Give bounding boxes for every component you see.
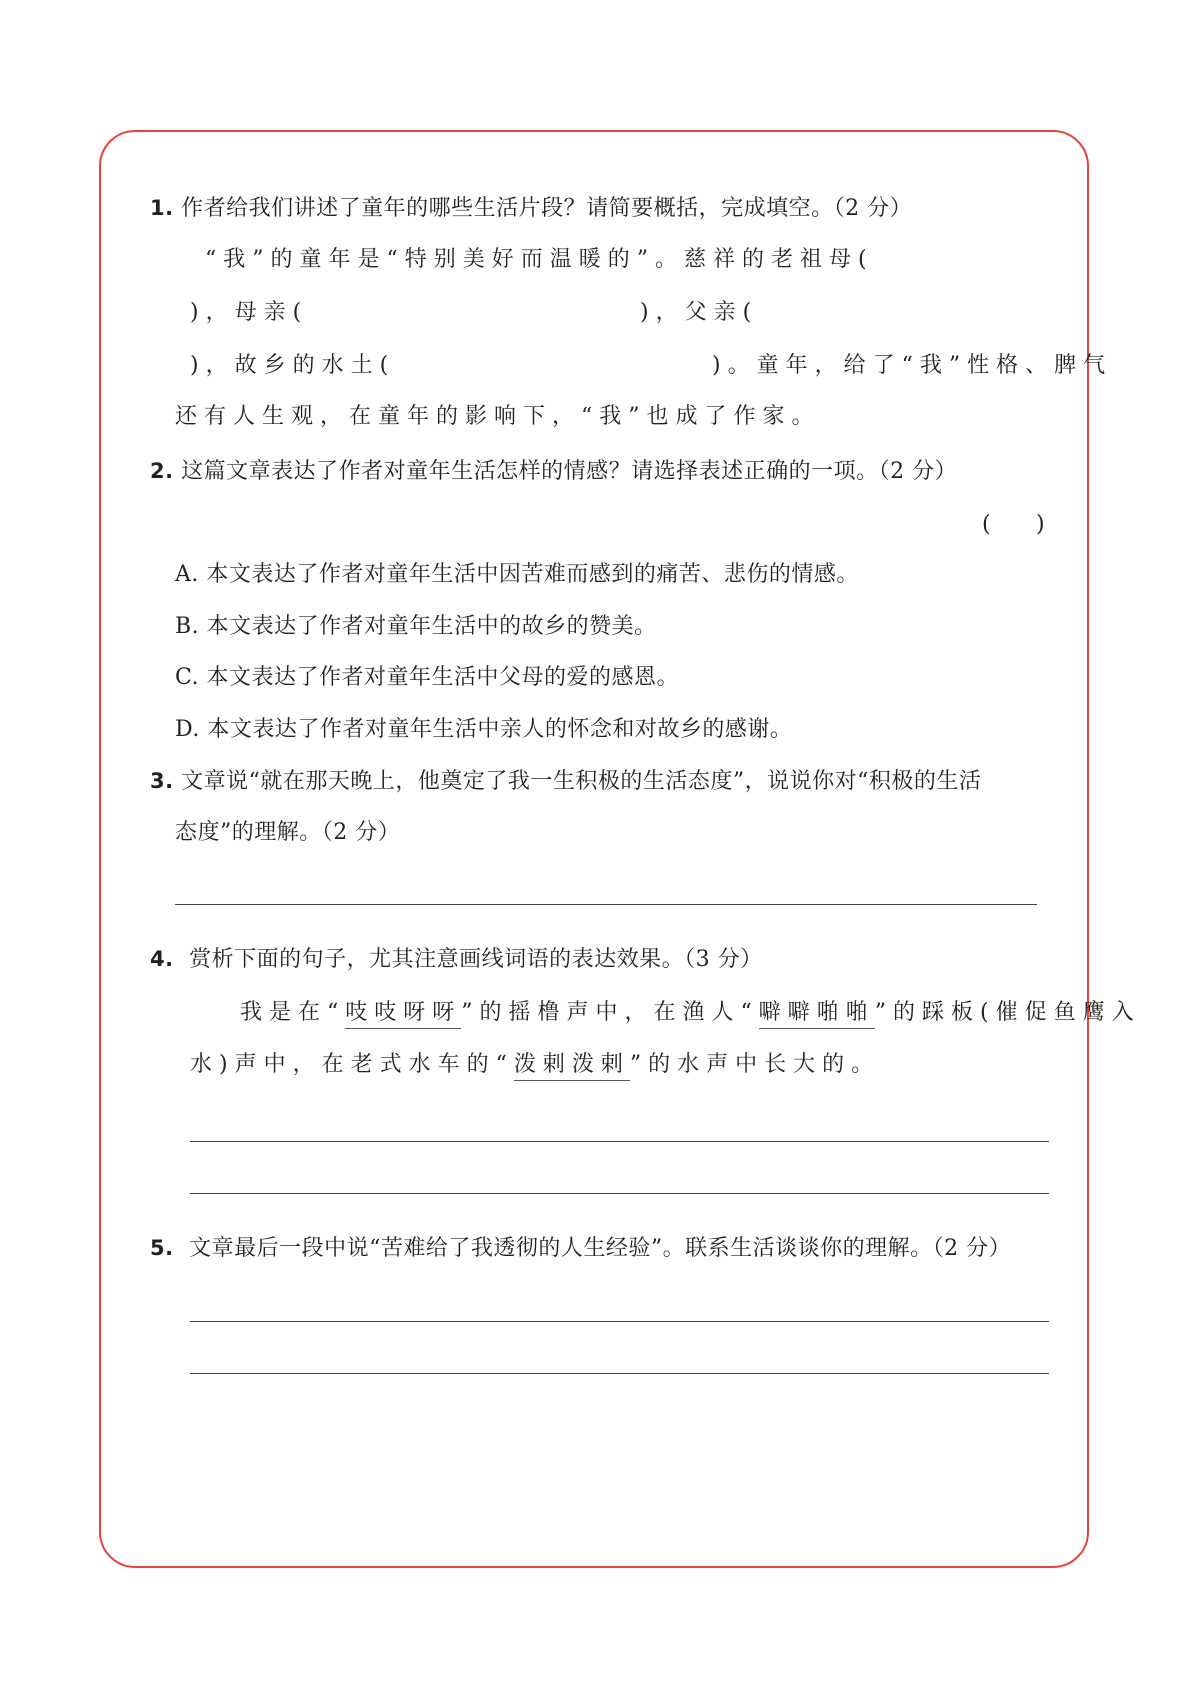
underlined-word: 泼剌泼剌: [514, 1052, 630, 1081]
question-3-text-line-2: 态度”的理解。（2 分）: [175, 820, 401, 845]
question-2-number: 2.: [150, 459, 174, 483]
underlined-word: 噼噼啪啪: [759, 1000, 875, 1029]
underlined-word: 吱吱呀呀: [345, 1000, 461, 1029]
q1-fill-line-1: “我”的童年是“特别美好而温暖的”。慈祥的老祖母(: [205, 247, 874, 272]
option-d[interactable]: D. 本文表达了作者对童年生活中亲人的怀念和对故乡的感谢。: [175, 717, 793, 742]
q1-fill-line-2b: )，父亲(: [640, 300, 759, 325]
answer-line-q5[interactable]: [190, 1373, 1049, 1374]
question-2: [150, 456, 957, 487]
answer-line-q3[interactable]: [175, 904, 1037, 905]
question-5-text: 文章最后一段中说“苦难给了我透彻的人生经验”。联系生活谈谈你的理解。（2 分）: [189, 1236, 1012, 1261]
q1-fill-line-3a: )，故乡的水土(: [190, 353, 396, 378]
quote-text: ”的踩板(催促鱼鹰入: [874, 1000, 1141, 1025]
quote-text: ”的摇橹声中，在渔人“: [461, 1000, 759, 1025]
question-2-text: 这篇文章表达了作者对童年生活怎样的情感？请选择表述正确的一项。（2 分）: [181, 459, 958, 484]
answer-parenthesis[interactable]: ( ): [982, 512, 1046, 537]
question-4: [150, 944, 763, 975]
option-a[interactable]: A. 本文表达了作者对童年生活中因苦难而感到的痛苦、悲伤的情感。: [175, 562, 859, 587]
q1-fill-line-4: 还有人生观，在童年的影响下，“我”也成了作家。: [175, 404, 821, 429]
quote-text: 我是在“: [240, 1000, 346, 1025]
question-1-number: 1.: [150, 196, 174, 220]
question-5: [150, 1233, 1011, 1264]
q1-fill-line-2a: )，母亲(: [190, 300, 309, 325]
q4-quote-line-1: [240, 998, 1141, 1028]
question-1: [150, 193, 912, 224]
question-4-number: 4.: [150, 947, 174, 971]
answer-line-q4[interactable]: [190, 1193, 1049, 1194]
option-c[interactable]: C. 本文表达了作者对童年生活中父母的爱的感恩。: [175, 665, 680, 690]
question-1-text: 作者给我们讲述了童年的哪些生活片段？请简要概括，完成填空。（2 分）: [181, 196, 913, 221]
quote-text: 水)声中，在老式水车的“: [190, 1052, 514, 1077]
question-3: [150, 766, 981, 797]
question-3-number: 3.: [150, 769, 174, 793]
answer-line-q5[interactable]: [190, 1321, 1049, 1322]
answer-line-q4[interactable]: [190, 1141, 1049, 1142]
question-5-number: 5.: [150, 1236, 174, 1260]
q1-fill-line-3b: )。童年，给了“我”性格、脾气: [712, 353, 1113, 378]
quote-text: ”的水声中长大的。: [629, 1052, 881, 1077]
q4-quote-line-2: [190, 1050, 880, 1080]
page-frame: [99, 130, 1089, 1568]
option-b[interactable]: B. 本文表达了作者对童年生活中的故乡的赞美。: [175, 614, 657, 639]
question-3-text-line-1: 文章说“就在那天晚上，他奠定了我一生积极的生活态度”，说说你对“积极的生活: [181, 769, 982, 794]
question-4-text: 赏析下面的句子，尤其注意画线词语的表达效果。（3 分）: [189, 947, 763, 972]
